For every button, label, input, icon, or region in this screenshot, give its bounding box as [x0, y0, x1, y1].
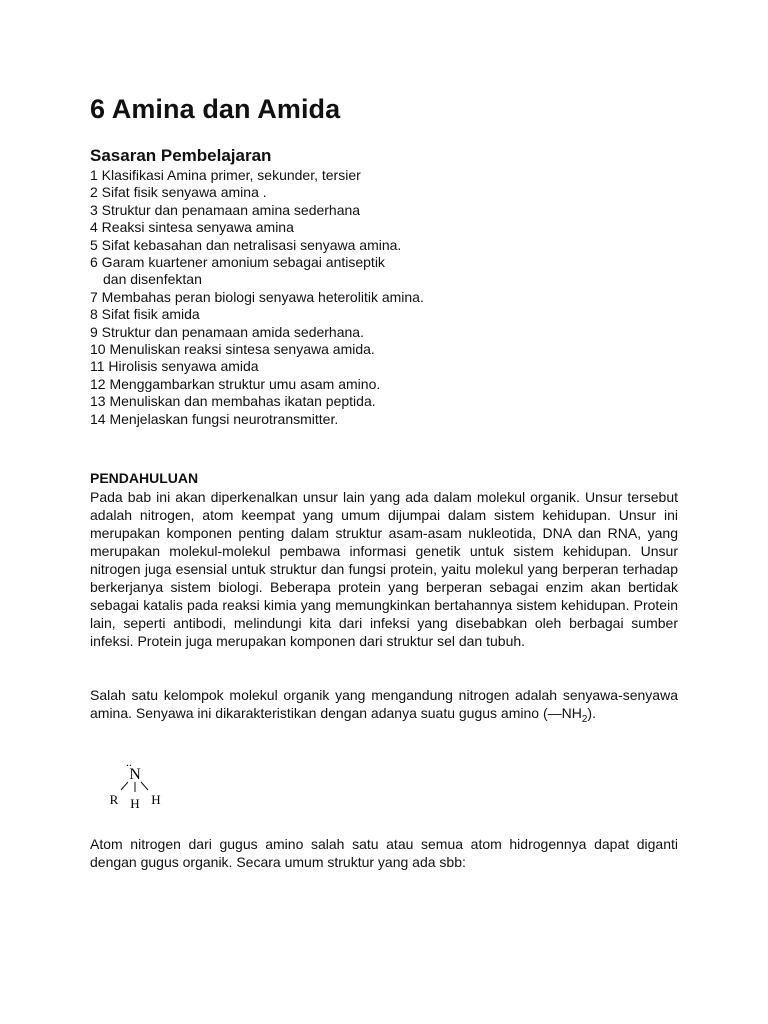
objective-item: 11 Hirolisis senyawa amida — [90, 358, 259, 375]
objective-item-continuation: dan disenfektan — [103, 271, 202, 288]
amine-paragraph-text: Salah satu kelompok molekul organik yang mengandung nitrogen adalah senyawa-senyawa amina. Senyawa ini dikarakteristikan dengan adanya suatu gugus amino (—NH — [90, 687, 678, 721]
learning-objectives-heading: Sasaran Pembelajaran — [90, 146, 272, 165]
page-title: 6 Amina dan Amida — [90, 94, 341, 124]
lone-pair-dots: .. — [126, 758, 132, 769]
hydrogen-bottom-label: H — [130, 796, 140, 811]
nitrogen-atom-label: N — [129, 766, 141, 783]
objective-item: 3 Struktur dan penamaan amina sederhana — [90, 201, 361, 218]
objective-item: 12 Menggambarkan struktur umu asam amino. — [90, 375, 381, 392]
objective-item: 10 Menuliskan reaksi sintesa senyawa amida. — [90, 341, 375, 358]
bond-n-h-right — [141, 782, 148, 790]
substitution-paragraph: Atom nitrogen dari gugus amino salah satu atau semua atom hidrogennya dapat diganti dengan gugus organik. Secara umum struktur yang ada sbb: — [90, 836, 678, 870]
objective-item: 7 Membahas peran biologi senyawa heterolitik amina. — [90, 288, 424, 305]
amino-group-structure — [100, 758, 170, 814]
bond-n-r — [121, 782, 128, 790]
learning-objectives-list — [90, 167, 424, 428]
amine-paragraph-end: ). — [587, 705, 596, 721]
objective-item: 4 Reaksi sintesa senyawa amina — [90, 219, 294, 236]
objective-item: 2 Sifat fisik senyawa amina . — [90, 184, 267, 201]
section-heading-introduction: PENDAHULUAN — [90, 470, 199, 486]
intro-paragraph: Pada bab ini akan diperkenalkan unsur lain yang ada dalam molekul organik. Unsur tersebut adalah nitrogen, atom keempat yang umum dijumpai dalam sistem kehidupan. Unsur ini merupakan komponen penting dalam struktur asam-asam nukleotida, DNA dan RNA, yang merupakan molekul-molekul pembawa informasi genetik untuk sistem kehidupan. Unsur nitrogen juga esensial untuk struktur dan fungsi protein, yaitu molekul yang berperan terhadap berkerjanya sistem biologi. Beberapa protein yang berperan sebagai enzim akan bertidak sebagai katalis pada reaksi kimia yang memungkinkan bertahannya sistem kehidupan. Protein lain, seperti antibodi, melindungi kita dari infeksi yang disebabkan oleh berbagai sumber infeksi. Protein juga merupakan komponen dari struktur sel dan tubuh. — [90, 489, 678, 649]
objective-item: 6 Garam kuartener amonium sebagai antiseptik — [90, 254, 385, 271]
amine-paragraph — [90, 686, 678, 729]
objective-item: 9 Struktur dan penamaan amida sederhana. — [90, 323, 364, 340]
nh2-subscript: 2 — [581, 713, 588, 725]
objective-item: 1 Klasifikasi Amina primer, sekunder, tersier — [90, 167, 361, 183]
objective-item: 8 Sifat fisik amida — [90, 306, 200, 323]
objective-item: 13 Menuliskan dan membahas ikatan peptida. — [90, 393, 376, 410]
hydrogen-right-label: H — [151, 792, 161, 807]
r-group-label: R — [109, 792, 119, 807]
objective-item: 5 Sifat kebasahan dan netralisasi senyawa amina. — [90, 236, 402, 253]
objective-item: 14 Menjelaskan fungsi neurotransmitter. — [90, 410, 339, 427]
